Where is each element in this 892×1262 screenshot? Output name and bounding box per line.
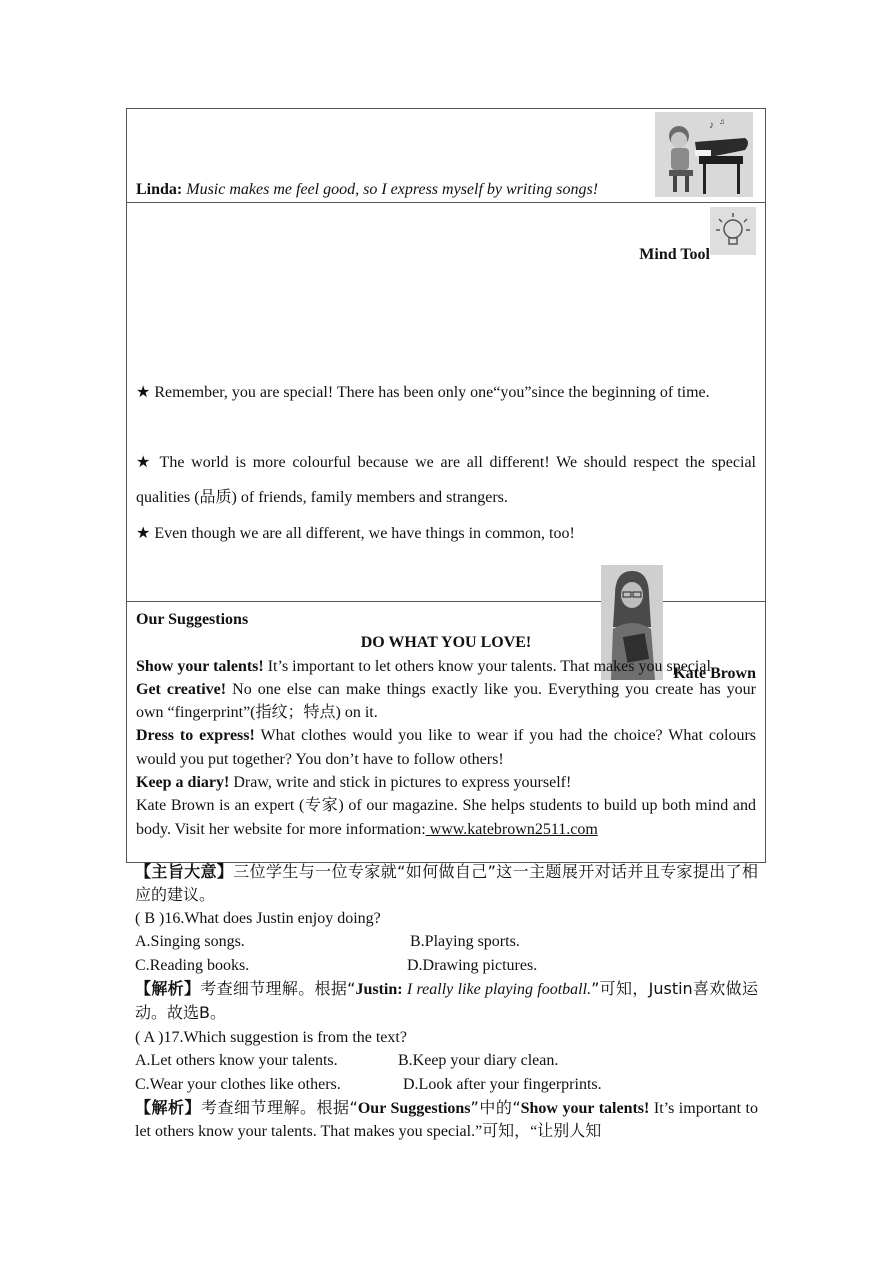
suggestions-heading: Our Suggestions [136, 611, 249, 628]
svg-text:♫: ♫ [719, 117, 725, 126]
girl-piano-image [655, 112, 753, 197]
kate-brown-caption: Kate Brown [673, 665, 756, 682]
expert-note: Kate Brown is an expert (专家) of our magazine. She helps students to build up both mind and body. Visit her website for more information: www.katebrown2511.com [136, 797, 756, 838]
answer-analysis [135, 860, 758, 1144]
question-16-explanation: 【解析】考查细节理解。根据“Justin: I really like playing football.”可知，Justin喜欢做运动。故选B。 [135, 979, 758, 1023]
linda-cell [127, 109, 765, 203]
question-16-options-row1: A.Singing songs. B.Playing sports. [135, 933, 520, 951]
suggestion-item: Get creative! No one else can make things exactly like you. Everything you create has your own “fingerprint”(指纹；特点) on it. [136, 680, 757, 722]
motto: DO WHAT YOU LOVE! [360, 634, 532, 652]
linda-quote [136, 181, 598, 199]
website-link[interactable]: www.katebrown2511.com [425, 820, 598, 838]
tip-1: ★ Remember, you are special! There has been only one“you”since the beginning of time. [136, 384, 710, 401]
suggestions-text [136, 608, 756, 841]
mind-tool-title: Mind Tool [639, 246, 710, 263]
linda-text: Music makes me feel good, so I express myself by writing songs! [186, 181, 599, 198]
tip-3: ★ Even though we are all different, we have things in common, too! [136, 525, 575, 542]
question-17-stem: ( A )17.Which suggestion is from the text? [135, 1028, 407, 1046]
suggestion-item: Keep a diary! Draw, write and stick in pictures to express yourself! [136, 774, 572, 792]
question-17-explanation: 【解析】考查细节理解。根据“Our Suggestions”中的“Show your talents! It’s important to let others know your talents. That makes you special.”可知，“让别人知 [135, 1098, 758, 1141]
article-table [126, 108, 766, 863]
suggestion-item: Dress to express! What clothes would you like to wear if you had the choice? What colours would you put together? You don’t have to follow others! [136, 727, 757, 768]
question-16-options-row2: C.Reading books. D.Drawing pictures. [135, 956, 538, 974]
lightbulb-icon [710, 207, 756, 255]
suggestions-cell [127, 602, 765, 862]
linda-name: Linda: [136, 181, 183, 198]
tip-2: ★ The world is more colourful because we are all different! We should respect the special qualities (品质) of friends, family members and strangers. [136, 454, 756, 506]
question-17-options-row2: C.Wear your clothes like others. D.Look after your fingerprints. [135, 1075, 602, 1093]
question-17-options-row1: A.Let others know your talents. B.Keep your diary clean. [135, 1052, 559, 1070]
suggestion-item: Show your talents! It’s important to let others know your talents. That makes you special. [136, 657, 715, 675]
main-idea: 【主旨大意】三位学生与一位专家就“如何做自己”这一主题展开对话并且专家提出了相应的建议。 [135, 862, 758, 905]
svg-text:♪: ♪ [709, 120, 714, 131]
question-16-stem: ( B )16.What does Justin enjoy doing? [135, 909, 381, 927]
